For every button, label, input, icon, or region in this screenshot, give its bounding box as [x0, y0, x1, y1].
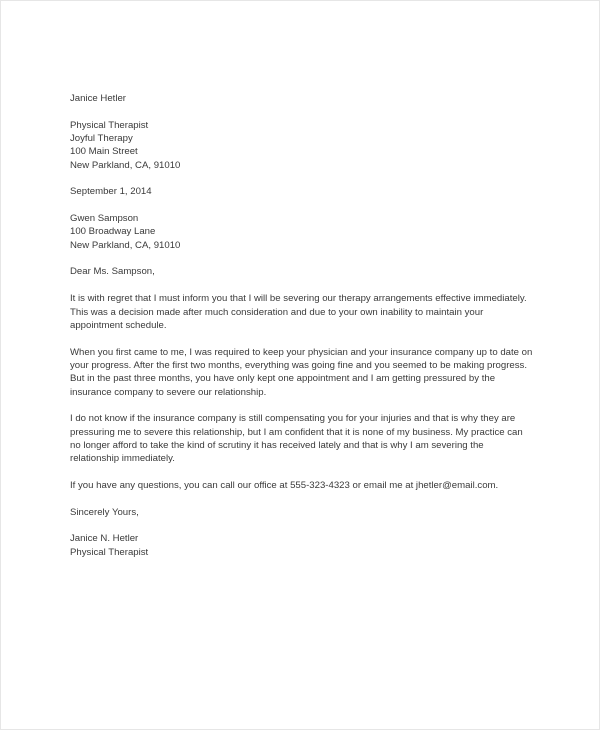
paragraph-line: When you first came to me, I was required to keep your physician and your insurance company up to date on [70, 346, 533, 358]
sender-street: 100 Main Street [70, 146, 138, 158]
recipient-address-block [70, 212, 540, 252]
sender-city: New Parkland, CA, 91010 [70, 159, 181, 171]
paragraph [70, 479, 540, 492]
recipient-street: 100 Broadway Lane [70, 226, 156, 238]
signature-name: Janice N. Hetler [70, 533, 139, 545]
paragraph [70, 292, 540, 332]
paragraph [70, 346, 540, 399]
closing-block [70, 506, 540, 519]
paragraph-line: your progress. After the first two months, everything was going fine and you seemed to be making progress. [70, 359, 528, 371]
date-block [70, 185, 540, 198]
paragraph-line: relationship immediately. [70, 453, 175, 465]
sender-company: Joyful Therapy [70, 133, 133, 145]
sender-name-block [70, 92, 540, 105]
paragraph-line: This was a decision made after much consideration and due to your own inability to maintain your [70, 306, 484, 318]
letter-body [70, 92, 540, 572]
signature-title: Physical Therapist [70, 546, 149, 558]
paragraph-line: It is with regret that I must inform you that I will be severing our therapy arrangements effective immediately. [70, 293, 527, 305]
paragraph [70, 412, 540, 465]
recipient-name: Gwen Sampson [70, 213, 139, 225]
paragraph-line: insurance company to severe our relationship. [70, 386, 267, 398]
salutation: Dear Ms. Sampson, [70, 266, 155, 278]
signature-block [70, 532, 540, 559]
paragraph-line: pressuring me to severe this relationship, but I am confident that it is none of my business. My practice can [70, 426, 523, 438]
sender-title: Physical Therapist [70, 119, 149, 131]
sender-name: Janice Hetler [70, 93, 126, 104]
paragraph-line: I do not know if the insurance company is still compensating you for your injuries and that is why they are [70, 413, 516, 425]
paragraph-line: If you have any questions, you can call our office at 555-323-4323 or email me at jhetler@email.com. [70, 479, 499, 491]
salutation-block [70, 265, 540, 278]
paragraph-line: appointment schedule. [70, 319, 167, 331]
closing: Sincerely Yours, [70, 506, 139, 518]
recipient-city: New Parkland, CA, 91010 [70, 239, 181, 251]
letter-date: September 1, 2014 [70, 186, 152, 198]
paragraph-line: But in the past three months, you have only kept one appointment and I am getting pressured by the [70, 373, 496, 385]
paragraph-line: no longer afford to take the kind of scrutiny it has received lately and that is why I am severing the [70, 439, 484, 451]
sender-address-block [70, 119, 540, 172]
